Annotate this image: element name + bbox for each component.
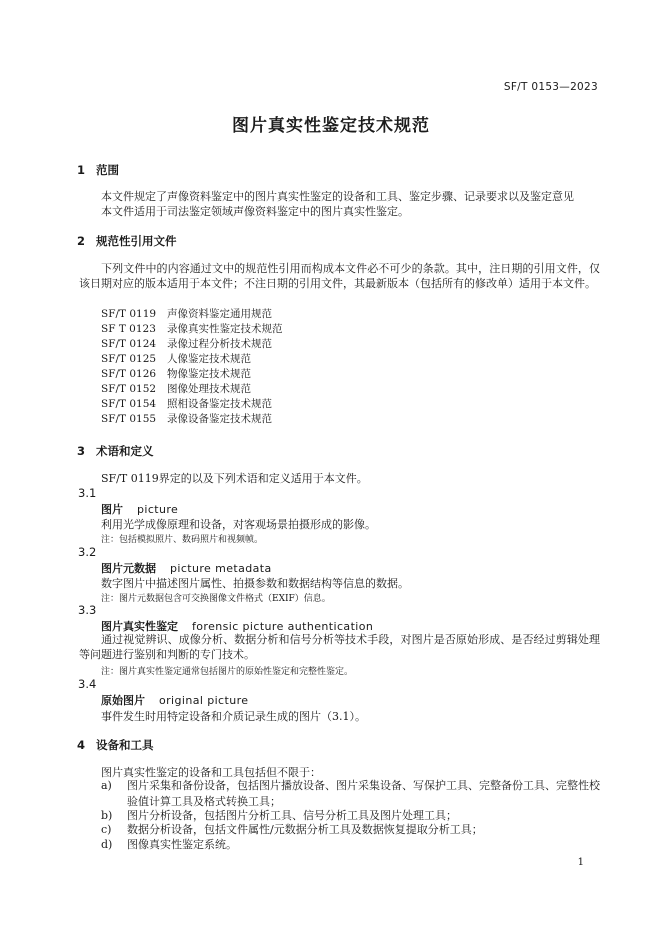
- term-definition: 数字图片中描述图片属性、拍摄参数和数据结构等信息的数据。: [101, 577, 409, 590]
- document-code: SF/T 0153—2023: [503, 81, 598, 93]
- reference-item: SF/T 0119 声像资料鉴定通用规范: [101, 308, 272, 320]
- reference-item: SF/T 0155 录像设备鉴定技术规范: [101, 413, 272, 425]
- section-number: 2: [77, 234, 86, 248]
- reference-item: SF/T 0124 录像过程分析技术规范: [101, 338, 272, 350]
- reference-item: SF/T 0152 图像处理技术规范: [101, 383, 251, 395]
- term-heading: 图片元数据 picture metadata: [101, 562, 272, 575]
- term-number: 3.2: [78, 545, 97, 559]
- list-item: b) 图片分析设备，包括图片分析工具、信号分析工具及图片处理工具；: [101, 809, 457, 822]
- term-definition: 利用光学成像原理和设备，对客观场景拍摄形成的影像。: [101, 518, 376, 531]
- term-number: 3.4: [78, 677, 97, 691]
- section-4-heading: [77, 737, 154, 753]
- normative-references-paragraph: 下列文件中的内容通过文中的规范性引用而构成本文件必不可少的条款。其中，注日期的引用文件，仅该日期对应的版本适用于本文件；不注日期的引用文件，其最新版本（包括所有的修改单）适用于本文件。: [79, 262, 600, 290]
- term-number: 3.3: [78, 603, 97, 617]
- term-note: 注：图片真实性鉴定通常包括图片的原始性鉴定和完整性鉴定。: [101, 667, 354, 677]
- page-title: 图片真实性鉴定技术规范: [232, 116, 430, 136]
- equipment-intro: 图片真实性鉴定的设备和工具包括但不限于：: [101, 766, 321, 779]
- list-label: d): [101, 838, 113, 851]
- list-label: c): [101, 823, 112, 836]
- reference-item: SF T 0123 录像真实性鉴定技术规范: [101, 323, 283, 335]
- term-note: 注：包括模拟照片、数码照片和视频帧。: [101, 535, 264, 545]
- section-number: 3: [77, 444, 86, 458]
- term-definition: 事件发生时用特定设备和介质记录生成的图片（3.1）。: [101, 710, 366, 723]
- list-item: d) 图像真实性鉴定系统。: [101, 838, 237, 851]
- term-heading: 原始图片 original picture: [101, 694, 249, 707]
- reference-item: SF/T 0154 照相设备鉴定技术规范: [101, 398, 272, 410]
- page-number: 1: [577, 857, 584, 868]
- section-2-heading: [77, 233, 177, 249]
- term-number: 3.1: [78, 486, 97, 500]
- section-title: 术语和定义: [96, 444, 154, 458]
- reference-item: SF/T 0125 人像鉴定技术规范: [101, 353, 251, 365]
- section-title: 设备和工具: [96, 738, 154, 752]
- term-heading: 图片 picture: [101, 503, 179, 516]
- term-heading: 图片真实性鉴定 forensic picture authentication: [101, 620, 374, 633]
- section-1-heading: [77, 162, 119, 178]
- reference-item: SF/T 0126 物像鉴定技术规范: [101, 368, 251, 380]
- section-number: 4: [77, 738, 86, 752]
- list-item: a) 图片采集和备份设备，包括图片播放设备、图片采集设备、写保护工具、完整备份工具、完整性校验值计算工具及格式转换工具；: [101, 779, 600, 808]
- terms-intro: SF/T 0119界定的以及下列术语和定义适用于本文件。: [101, 472, 368, 485]
- list-item: c) 数据分析设备，包括文件属性/元数据分析工具及数据恢复提取分析工具；: [101, 823, 483, 836]
- section-title: 范围: [96, 163, 119, 177]
- scope-paragraph-1: 本文件规定了声像资料鉴定中的图片真实性鉴定的设备和工具、鉴定步骤、记录要求以及鉴定意见: [101, 190, 574, 203]
- list-label: a): [101, 779, 112, 792]
- list-label: b): [101, 809, 113, 822]
- section-title: 规范性引用文件: [96, 234, 177, 248]
- section-number: 1: [77, 163, 86, 177]
- term-definition: 通过视觉辨识、成像分析、数据分析和信号分析等技术手段，对图片是否原始形成、是否经过剪辑处理等问题进行鉴别和判断的专门技术。: [79, 633, 600, 661]
- section-3-heading: [77, 443, 154, 459]
- term-note: 注：图片元数据包含可交换图像文件格式（EXIF）信息。: [101, 594, 331, 604]
- scope-paragraph-2: 本文件适用于司法鉴定领域声像资料鉴定中的图片真实性鉴定。: [101, 205, 409, 218]
